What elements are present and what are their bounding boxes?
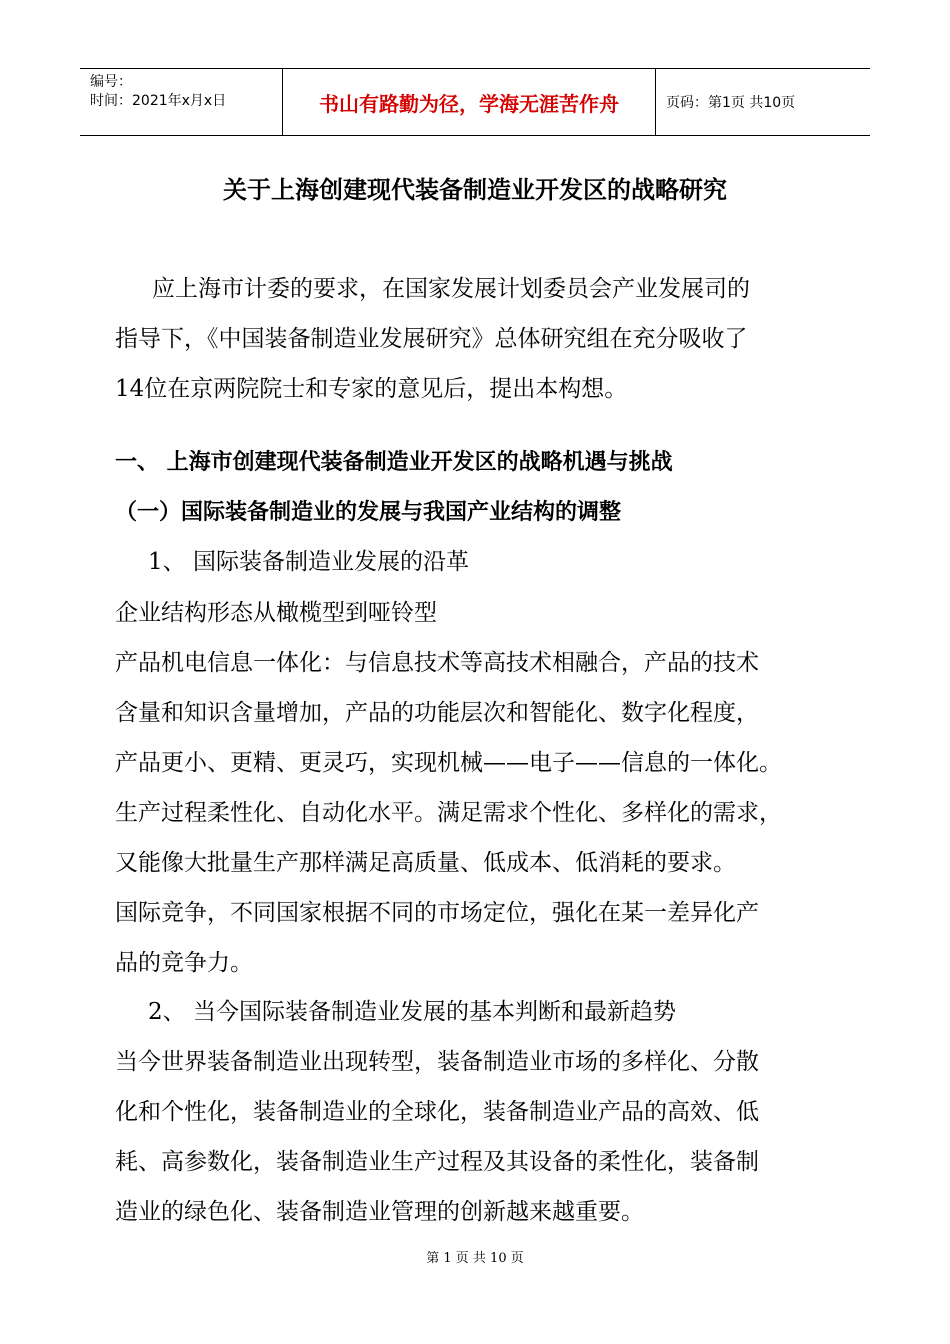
paragraph-line: 含量和知识含量增加，产品的功能层次和智能化、数字化程度，: [115, 700, 759, 726]
subsection-heading: （一）国际装备制造业的发展与我国产业结构的调整: [115, 500, 622, 525]
paragraph-line: 造业的绿色化、装备制造业管理的创新越来越重要。: [115, 1199, 644, 1225]
paragraph-line: 生产过程柔性化、自动化水平。满足需求个性化、多样化的需求，: [115, 800, 782, 826]
document-title: 关于上海创建现代装备制造业开发区的战略研究: [223, 176, 727, 204]
paragraph-line: 耗、高参数化，装备制造业生产过程及其设备的柔性化，装备制: [115, 1149, 759, 1175]
number-label: 编号：: [90, 74, 132, 90]
paragraph-line: 化和个性化，装备制造业的全球化，装备制造业产品的高效、低: [115, 1099, 759, 1125]
paragraph-line: 产品机电信息一体化：与信息技术等高技术相融合，产品的技术: [115, 650, 759, 676]
paragraph-line: 国际竞争，不同国家根据不同的市场定位，强化在某一差异化产: [115, 900, 759, 926]
paragraph-line: 当今世界装备制造业出现转型，装备制造业市场的多样化、分散: [115, 1049, 759, 1075]
header-table: [80, 68, 870, 136]
motto: 书山有路勤为径，学海无涯苦作舟: [282, 69, 656, 135]
page-footer: 第 1 页 共 10 页: [426, 1251, 524, 1266]
paragraph-line: 指导下，《中国装备制造业发展研究》总体研究组在充分吸收了: [115, 326, 748, 352]
paragraph-line: 品的竞争力。: [115, 950, 253, 976]
page-code: 页码：第1页 共10页: [666, 95, 796, 111]
paragraph-line: 应上海市计委的要求，在国家发展计划委员会产业发展司的: [152, 276, 750, 302]
paragraph-line: 14位在京两院院士和专家的意见后，提出本构想。: [115, 376, 628, 402]
paragraph-line: 又能像大批量生产那样满足高质量、低成本、低消耗的要求。: [115, 850, 736, 876]
time-label: 时间：2021年x月x日: [90, 93, 227, 109]
paragraph-line: 企业结构形态从橄榄型到哑铃型: [115, 600, 437, 626]
header-left-cell: [80, 69, 282, 135]
numbered-heading: 1、 国际装备制造业发展的沿革: [148, 549, 469, 575]
numbered-heading: 2、 当今国际装备制造业发展的基本判断和最新趋势: [148, 999, 676, 1025]
section-heading: 一、 上海市创建现代装备制造业开发区的战略机遇与挑战: [115, 450, 673, 475]
paragraph-line: 产品更小、更精、更灵巧，实现机械——电子——信息的一体化。: [115, 750, 782, 776]
